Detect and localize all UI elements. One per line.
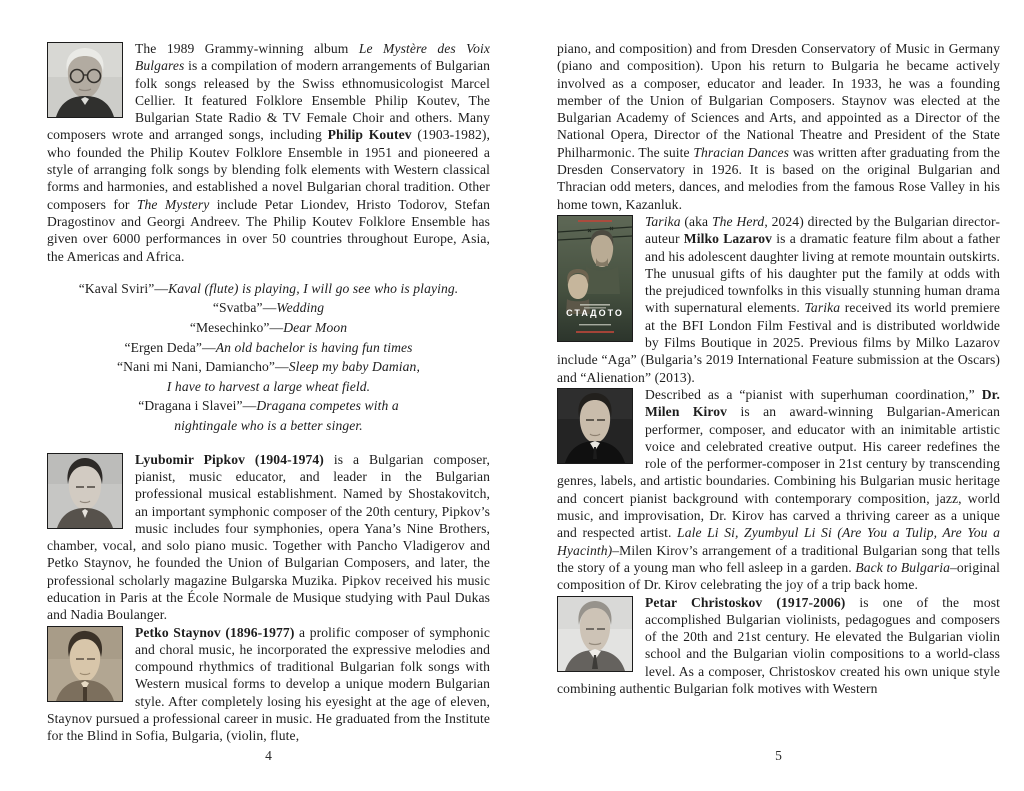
song-line: “Nani mi Nani, Damiancho”—Sleep my baby Damian, I have to harvest a large wheat field. [117, 359, 420, 394]
song-line: “Ergen Deda”—An old bachelor is having fun times [124, 339, 413, 355]
staynov-portrait-photo [47, 626, 123, 702]
dark-haired-man-photo [48, 454, 122, 528]
kirov-portrait-photo [557, 388, 633, 464]
intro-paragraph [47, 40, 490, 265]
staynov-continued-paragraph [557, 40, 1000, 213]
intro-text: The 1989 Grammy-winning album Le Mystère des Voix Bulgares is a compilation of modern arrangements of Bulgarian folk songs released by the Swiss ethnomusicologist Marcel Cellier. It featured Folklore Ensemble Philip Koutev, The Bulgarian State Radio & TV Female Choir and others. Many composers wrote and arranged songs, including Philip Koutev (1903-1982), who founded the Philip Koutev Folklore Ensemble in 1951 and pioneered a style of arranging folk songs by blending folk elements with Western classical forms and harmonies, and established a novel Bulgarian choral tradition. Other composers for The Mystery include Petar Liondev, Hristo Todorov, Stefan Dragostinov and Georgi Andreev. The Philip Koutev Folklore Ensemble has given over 6000 performances in over 50 countries throughout Europe, Asia, the Americas and Africa. [47, 41, 490, 264]
poster-title: СТАДОТО [566, 307, 624, 318]
song-list [47, 279, 490, 436]
song-line: “Svatba”—Wedding [212, 300, 325, 316]
pipkov-portrait-photo [47, 453, 123, 529]
staynov-paragraph [47, 624, 490, 745]
song-line: “Dragana i Slavei”—Dragana competes with a nightingale who is a better singer. [138, 398, 399, 434]
tarika-film-poster [557, 215, 633, 342]
cellier-portrait-photo [47, 42, 123, 118]
christoskov-paragraph [557, 594, 1000, 698]
gray-haired-man-suit-photo [558, 597, 632, 671]
pipkov-paragraph [47, 451, 490, 624]
left-page-column [47, 40, 490, 745]
tarika-text: Tarika (aka The Herd, 2024) directed by the Bulgarian director-auteur Milko Lazarov is a dramatic feature film about a father and his adolescent daughter living at remote mountain outskirts. The unusual gifts of his daughter put the family at odds with the prejudiced townfolks in this visually stunning human drama with supernatural elements. Tarika received its world premiere at the BFI London Film Festival and is distributed worldwide by Films Boutique in 2025. Previous films by Milko Lazarov include “Aga” (Bulgaria’s 2019 International Feature submission at the Oscars) and “Alienation” (2013). [557, 213, 1001, 385]
kirov-text: Described as a “pianist with superhuman coordination,” Dr. Milen Kirov is an award-winning Bulgarian-American performer, composer, and educator with an inimitable artistic voice and celebrated creative output. His career redefines the role of the performer-composer in 21st century by transcending genres, labels, and artistic boundaries. Combining his Bulgarian music heritage and concert pianist background with contemporary composition, jazz, world music, and improvisation, Dr. Kirov has carved a thriving career as a unique and respected artist. Lale Li Si, Zyumbyul Li Si (Are You a Tulip, Are You a Hyacinth)–Milen Kirov’s arrangement of a traditional Bulgarian song that tells the story of a young man who fell asleep in a garden. Back to Bulgaria–original composition of Dr. Kirov celebrating the joy of a trip back home. [557, 386, 1000, 593]
movie-poster-art [558, 216, 632, 341]
man-dark-suit-photo [558, 389, 632, 463]
staynov-text: Petko Staynov (1896-1977) a prolific composer of symphonic and choral music, he incorporated the expressive melodies and compound rhythmics of traditional Bulgarian folk songs with Western musical forms to develop a unique modern Bulgarian style. After completely losing his eyesight at the age of eleven, Staynov pursued a professional career in music. He graduated from the Institute for the Blind in Sofia, Bulgaria, (violin, flute, [47, 624, 491, 744]
christoskov-text: Petar Christoskov (1917-2006) is one of the most accomplished Bulgarian violinists, pedagogues and composers of the 20th and 21st century. He elevated the Bulgarian violin school and the Bulgarian violin compositions to a world-class level. As a composer, Christoskov created his own unique style combining authentic Bulgarian folk motives with Western [557, 594, 1000, 696]
tarika-paragraph [557, 213, 1000, 386]
sepia-man-photo [48, 627, 122, 701]
christoskov-portrait-photo [557, 596, 633, 672]
right-page-column [557, 40, 1000, 697]
song-line: “Kaval Sviri”—Kaval (flute) is playing, I will go see who is playing. [78, 280, 459, 296]
pipkov-text: Lyubomir Pipkov (1904-1974) is a Bulgarian composer, pianist, music educator, and leader in the Bulgarian professional musical establishment. Named by Shostakovitch, an important symphonic composer of the 20th century, Pipkov’s music includes four symphonies, opera Yana’s Nine Brothers, chamber, vocal, and solo piano music. Together with Pancho Vladigerov and Petko Staynov, he founded the Union of Bulgarian Composers, and later, the professional scholarly magazine Bulgarska Muzika. Pipkov received his music education in Paris at the École Normale de Musique studying with Paul Dukas and Nadia Boulanger. [47, 451, 490, 623]
page-number-left: 4 [265, 748, 272, 763]
page-number-right: 5 [775, 748, 782, 763]
staynov-continued-text: piano, and composition) and from Dresden Conservatory of Music in Germany (piano and composition). Upon his return to Bulgaria he became actively involved as a composer, educator and leader. In 1933, he was a founding member of the Union of Bulgarian Composers. Staynov was elected at the Bulgarian Academy of Sciences and Arts, and appointed as a Director of the National Opera, Director of the National Theatre and President of the State Philharmonic. The suite Thracian Dances was written after graduating from the Dresden Conservatory in 1926. It is based on the original Bulgarian and Thracian odd meters, dances, and melodies from the famous Rose Valley in his home town, Kazanluk. [557, 41, 1001, 212]
song-line: “Mesechinko”—Dear Moon [189, 320, 348, 336]
elderly-man-glasses-photo [48, 43, 122, 117]
kirov-paragraph [557, 386, 1000, 594]
